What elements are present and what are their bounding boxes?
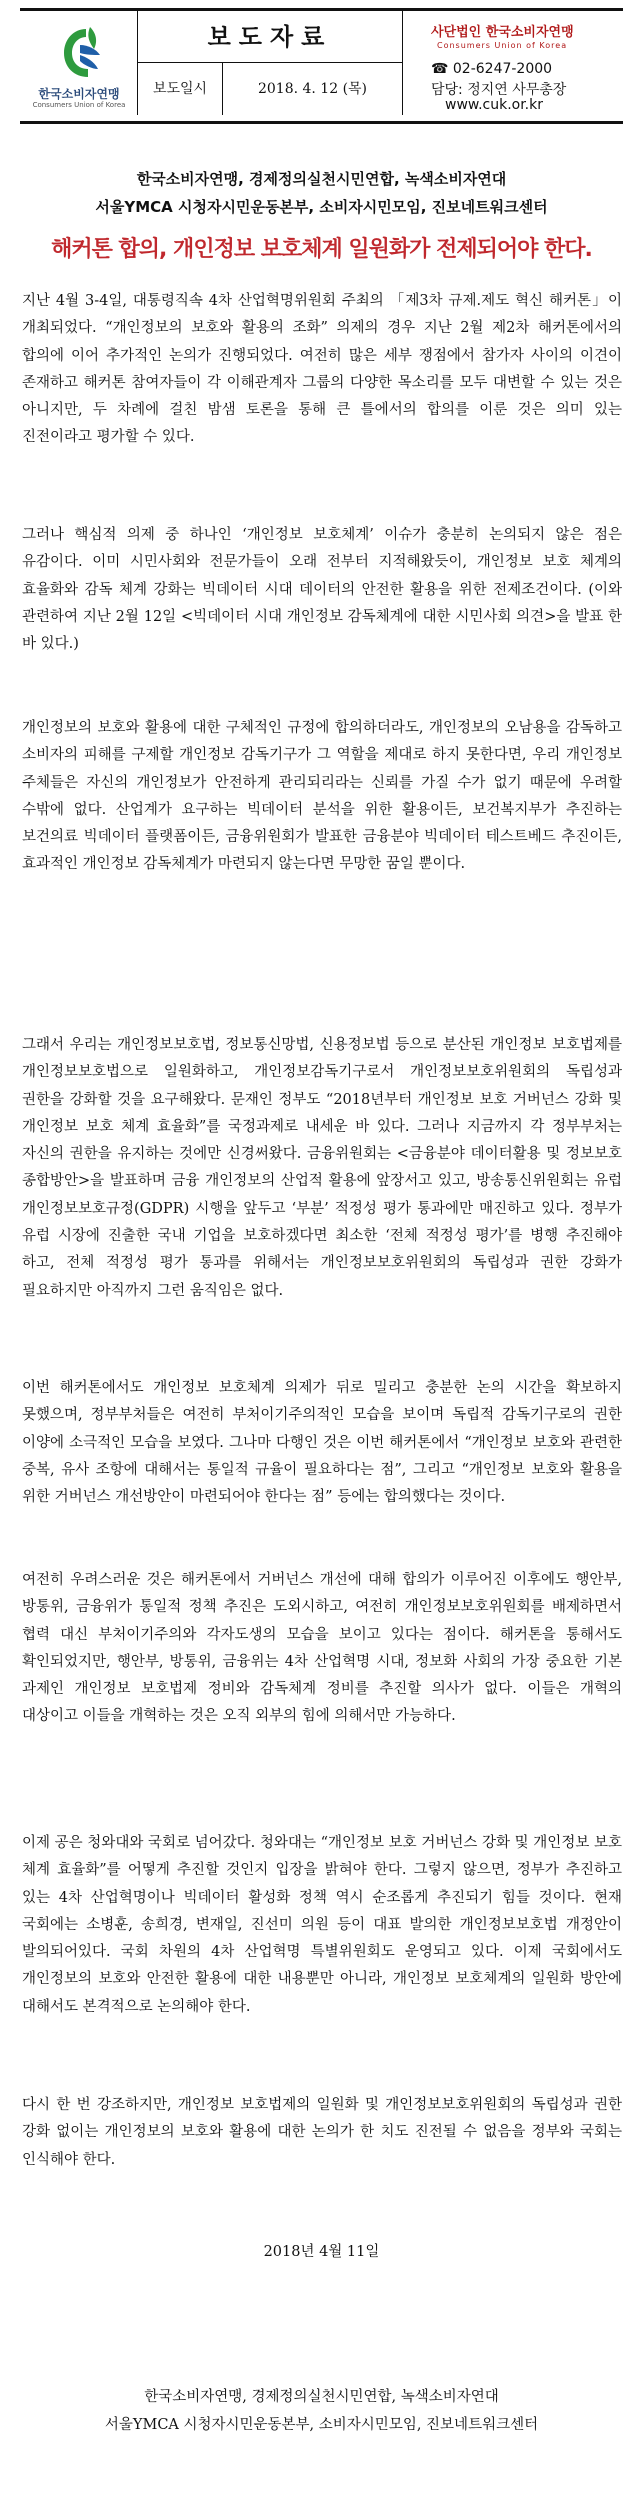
signature-line1: 한국소비자연맹, 경제정의실천시민연합, 녹색소비자연대 (144, 2389, 499, 2405)
org-name-en: Consumers Union of Korea (437, 41, 568, 50)
logo-name-ko: 한국소비자연맹 (38, 87, 120, 101)
statement-date: 2018년 4월 11일 (263, 2244, 380, 2260)
issuing-organizations-line2: 서울YMCA 시청자시민운동본부, 소비자시민모임, 진보네트워크센터 (95, 198, 548, 216)
paragraph-6: 여전히 우려스러운 것은 해커톤에서 거버넌스 개선에 대해 합의가 이루어진 이후에도 행안부, 방통위, 금융위가 통일적 정책 추진은 도외시하고, 여전히 개인정보보호위원회를 배제하면서 협력 대신 부처이기주의와 각자도생의 모습을 보이고 있다는 점이다. 해커톤을 통해서도 확인되었지만, 행안부, 방통위, 금융위는 4차 산업혁명 시대, 정보화 사회의 가장 중요한 기본 과제인 개인정보 보호법제 정비와 감독체계 정비를 추진할 의사가 없다. 이들은 개혁의 대상이고 이들을 개혁하는 것은 오직 외부의 힘에 의해서만 가능하다. (22, 1572, 622, 1725)
release-date-value: 2018. 4. 12 (목) (223, 63, 403, 115)
paragraph-1: 지난 4월 3-4일, 대통령직속 4차 산업혁명위원회 주최의 「제3차 규제.제도 혁신 해커톤」이 개최되었다. “개인정보의 보호와 활용의 조화” 의제의 경우 지난 2월 제2차 해커톤에서의 합의에 이어 추가적인 논의가 진행되었다. 여전히 많은 세부 쟁점에서 참가자 사이의 이견이 존재하고 해커톤 참여자들이 각 이해관계자 그룹의 다양한 목소리를 모두 대변할 수 있는 것은 아니지만, 두 차례에 걸친 밤샘 토론을 통해 큰 틀에서의 합의를 이룬 것은 의미 있는 진전이라고 평가할 수 있다. (22, 293, 622, 446)
org-phone: ☎ 02-6247-2000 (431, 61, 553, 77)
paragraph-2: 그러나 핵심적 의제 중 하나인 ‘개인정보 보호체계’ 이슈가 충분히 논의되지 않은 점은 유감이다. 이미 시민사회와 전문가들이 오래 전부터 지적해왔듯이, 개인정보 보호 체계의 효율화와 감독 체계 강화는 빅데이터 시대 데이터의 안전한 활용을 위한 전제조건이다. (이와 관련하여 지난 2월 12일 <빅데이터 시대 개인정보 감독체계에 대한 시민사회 의견>을 발표 한 바 있다.) (22, 527, 622, 653)
paragraph-3: 개인정보의 보호와 활용에 대한 구체적인 규정에 합의하더라도, 개인정보의 오남용을 감독하고 소비자의 피해를 구제할 개인정보 감독기구가 그 역할을 제대로 하지 못한다면, 우리 개인정보 주체들은 자신의 개인정보가 안전하게 관리되리라는 신뢰를 가질 수가 없기 때문에 우려할 수밖에 없다. 산업계가 요구하는 빅데이터 분석을 위한 활용이든, 보건복지부가 추진하는 보건의료 빅데이터 플랫폼이든, 금융위원회가 발표한 금융분야 빅데이터 테스트베드 추진이든, 효과적인 개인정보 감독체계가 마련되지 않는다면 무망한 꿈일 뿐이다. (22, 720, 622, 873)
paragraph-8: 다시 한 번 강조하지만, 개인정보 보호법제의 일원화 및 개인정보보호위원회의 독립성과 권한 강화 없이는 개인정보의 보호와 활용에 대한 논의가 한 치도 진전될 수 없음을 정부와 국회는 인식해야 한다. (22, 2097, 622, 2168)
logo-cell (20, 11, 138, 115)
document-title: 보도자료 (138, 11, 403, 63)
paragraph-7: 이제 공은 청와대와 국회로 넘어갔다. 청와대는 “개인정보 보호 거버넌스 강화 및 개인정보 보호 체계 효율화”를 어떻게 추진할 것인지 입장을 밝혀야 한다. 그렇지 않으면, 정부가 추진하고 있는 4차 산업혁명이나 빅데이터 활성화 정책 역시 순조롭게 추진되기 힘들 것이다. 현재 국회에는 소병훈, 송희경, 변재일, 진선미 의원 등이 대표 발의한 개인정보보호법 개정안이 발의되어있다. 국회 차원의 4차 산업혁명 특별위원회도 운영되고 있다. 이제 국회에서도 개인정보의 보호와 안전한 활용에 대한 내용뿐만 아니라, 개인정보 보호체계의 일원화 방안에 대해서도 본격적으로 논의해야 한다. (22, 1835, 622, 2015)
release-date-label: 보도일시 (138, 63, 223, 115)
logo-name-en: Consumers Union of Korea (32, 101, 126, 109)
org-contact: 담당: 정지연 사무총장 (431, 82, 567, 98)
headline: 해커톤 합의, 개인정보 보호체계 일원화가 전제되어야 한다. (51, 237, 592, 262)
org-website: www.cuk.or.kr (445, 97, 543, 113)
paragraph-5: 이번 해커톤에서도 개인정보 보호체계 의제가 뒤로 밀리고 충분한 논의 시간을 확보하지 못했으며, 정부부처들은 여전히 부처이기주의적인 모습을 보이며 독립적 감독기구로의 권한 이양에 소극적인 모습을 보였다. 그나마 다행인 것은 이번 해커톤에서 “개인정보 보호와 관련한 중복, 유사 조항에 대해서는 통일적 규율이 필요하다는 점”, 그리고 “개인정보 보호와 활용을 위한 거버넌스 개선방안이 마련되어야 한다는 점” 등에는 합의했다는 것이다. (22, 1380, 622, 1506)
header-table (20, 8, 623, 124)
organization-info (403, 11, 623, 115)
consumer-union-logo-icon (56, 25, 104, 81)
paragraph-4: 그래서 우리는 개인정보보호법, 정보통신망법, 신용정보법 등으로 분산된 개인정보 보호법제를 개인정보보호법으로 일원화하고, 개인정보감독기구로서 개인정보보호위원회의 독립성과 권한을 강화할 것을 요구해왔다. 문재인 정부도 “2018년부터 개인정보 보호 거버넌스 강화 및 개인정보 보호 체계 효율화”를 국정과제로 내세운 바 있다. 그러나 지금까지 각 정부부처는 자신의 권한을 유지하는 것에만 신경써왔다. 금융위원회는 <금융분야 데이터활용 및 정보보호 종합방안>을 발표하며 금융 개인정보의 산업적 활용에 앞장서고 있고, 방송통신위원회는 유럽 개인정보보호규정(GDPR) 시행을 앞두고 ‘부분’ 적정성 평가 통과에만 매진하고 있다. 정부가 유럽 시장에 진출한 국내 기업을 보호하겠다면 최소한 ‘전체 적정성 평가’를 병행 추진해야 하고, 전체 적정성 평가 통과를 위해서는 개인정보보호위원회의 독립성과 권한 강화가 필요하지만 아직까지 그런 움직임은 없다. (22, 1037, 622, 1299)
issuing-organizations-line1: 한국소비자연맹, 경제정의실천시민연합, 녹색소비자연대 (136, 170, 507, 188)
signature-line2: 서울YMCA 시청자시민운동본부, 소비자시민모임, 진보네트워크센터 (104, 2417, 539, 2433)
org-name-ko: 사단법인 한국소비자연맹 (431, 25, 574, 40)
